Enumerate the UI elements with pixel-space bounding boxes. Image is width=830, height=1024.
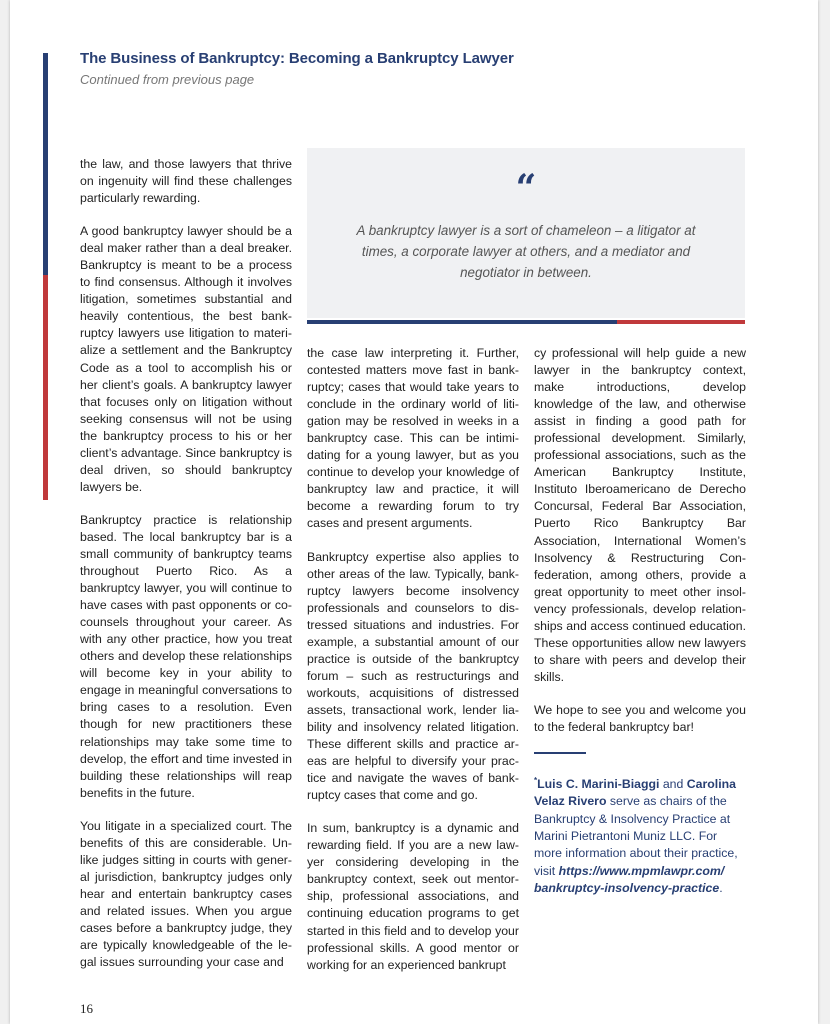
author-name-1: Luis C. Marini-Biaggi [537, 777, 660, 792]
pull-quote-text: A bankruptcy lawyer is a sort of chameleon – a litigator at times, a corporate lawyer at others, and a mediator and negotiator in between. [356, 223, 696, 280]
bio-divider [534, 752, 586, 754]
author-name-2: Carolina Velaz Rivero [534, 777, 736, 809]
pull-quote-box [307, 148, 745, 318]
magazine-page [10, 0, 818, 1024]
paragraph: In sum, bankruptcy is a dynamic and rewarding field. If you are a new lawyer considering developing in the bankruptcy context, seek out mentorship, professional associations, and continuing education programs to get started in this field and to develop your professional skills. A good mentor or working for an experienced bankrupt [307, 821, 519, 972]
text-column-1 [80, 156, 292, 987]
quote-rule-blue [307, 320, 617, 324]
bio-joiner: and [659, 777, 687, 792]
bio-role: serve as chairs of the Bankruptcy & Insolvency Practice at Marini Pietrantoni Muniz LLC. For more information about their practice, visit [534, 794, 738, 878]
text-column-2 [307, 345, 519, 990]
quote-rule-red [617, 320, 745, 324]
paragraph: Bankruptcy expertise also applies to other areas of the law. Typically, bankruptcy lawyers become insolvency professionals and counselors to distressed situations and industries. For example, a substantial amount of our practice is outside of the bankruptcy forum – such as restructurings and workouts, acquisitions of distressed assets, transactional work, lender liability and insolvency related litigation. These different skills and practice areas are helpful to diversify your practice and navigate the waves of bankruptcy cases that come and go. [307, 549, 519, 803]
paragraph: A good bankruptcy lawyer should be a deal maker rather than a deal breaker. Bankruptcy is meant to be a process to find consensus. Although it involves litigation, sometimes substantial and heavily contentious, the best bankruptcy lawyers use litigation to materialize a settlement and the Bankruptcy Code as a tool to accomplish his or her client’s goals. A bankruptcy lawyer that focuses only on litigation without seeking consensus will not be using the bankruptcy process to his or her client’s advantage. Since bankruptcy is deal driven, so should bankruptcy lawyers be. [80, 224, 292, 494]
accent-bar-red [43, 275, 48, 500]
paragraph: cy professional will help guide a new lawyer in the bankruptcy context, make introductions, develop knowledge of the law, and otherwise assist in finding a good path for professional development. Similarly, professional associations, such as the American Bankruptcy Institute, Instituto Iberoamericano de Derecho Concursal, Federal Bar Association, Puerto Rico Bankruptcy Bar Association, International Women’s Insolvency & Restructuring Confederation, among others, provide a great opportunity to meet other insolvency professionals, develop relationships and access continued education. These opportunities allow new lawyers to share with peers and develop their skills. [534, 346, 746, 684]
quote-mark-icon: “ [515, 167, 537, 209]
paragraph: the law, and those lawyers that thrive on ingenuity will find these challenges particularly rewarding. [80, 157, 292, 206]
footnote-marker: * [534, 775, 538, 785]
article-title: The Business of Bankruptcy: Becoming a Bankruptcy Lawyer [80, 50, 514, 67]
page-number: 16 [80, 1001, 93, 1016]
practice-link[interactable]: https://www.mpmlawpr.com/ bankruptcy-insolvency-practice [534, 863, 725, 895]
continued-note: Continued from previous page [80, 72, 255, 87]
bio-end: . [719, 880, 723, 895]
accent-bar-blue [43, 53, 48, 275]
paragraph: Bankruptcy practice is relationship based. The local bankruptcy bar is a small community of bankruptcy teams throughout Puerto Rico. As a bankruptcy lawyer, you will continue to have cases with past opponents or co-counsels throughout your career. As with any other practice, how you treat others and develop these relationships will become key in your ability to engage in meaningful conversations to bring cases to a resolution. Even though for new practitioners these relationships may take some time to develop, the effort and time invested in building these relationships will reap benefits in the future. [80, 512, 292, 800]
author-bio [534, 776, 746, 897]
text-column-3 [534, 345, 746, 897]
closing-paragraph: We hope to see you and welcome you to the federal bankruptcy bar! [534, 702, 746, 734]
paragraph: the case law interpreting it. Further, contested matters move fast in bankruptcy; cases that would take years to conclude in the ordinary world of litigation may be resolved in weeks in a bankruptcy case. This can be intimidating for a young lawyer, but as you continue to develop your knowledge of bankruptcy law and practice, it will become a rewarding forum to try cases and present arguments. [307, 346, 519, 531]
paragraph: You litigate in a specialized court. The benefits of this are considerable. Unlike judges sitting in courts with general jurisdiction, bankruptcy judges only hear and entertain bankruptcy cases and related issues. When you argue cases before a bankruptcy judge, they are typically knowledgeable of the legal issues surrounding your case and [80, 818, 292, 970]
